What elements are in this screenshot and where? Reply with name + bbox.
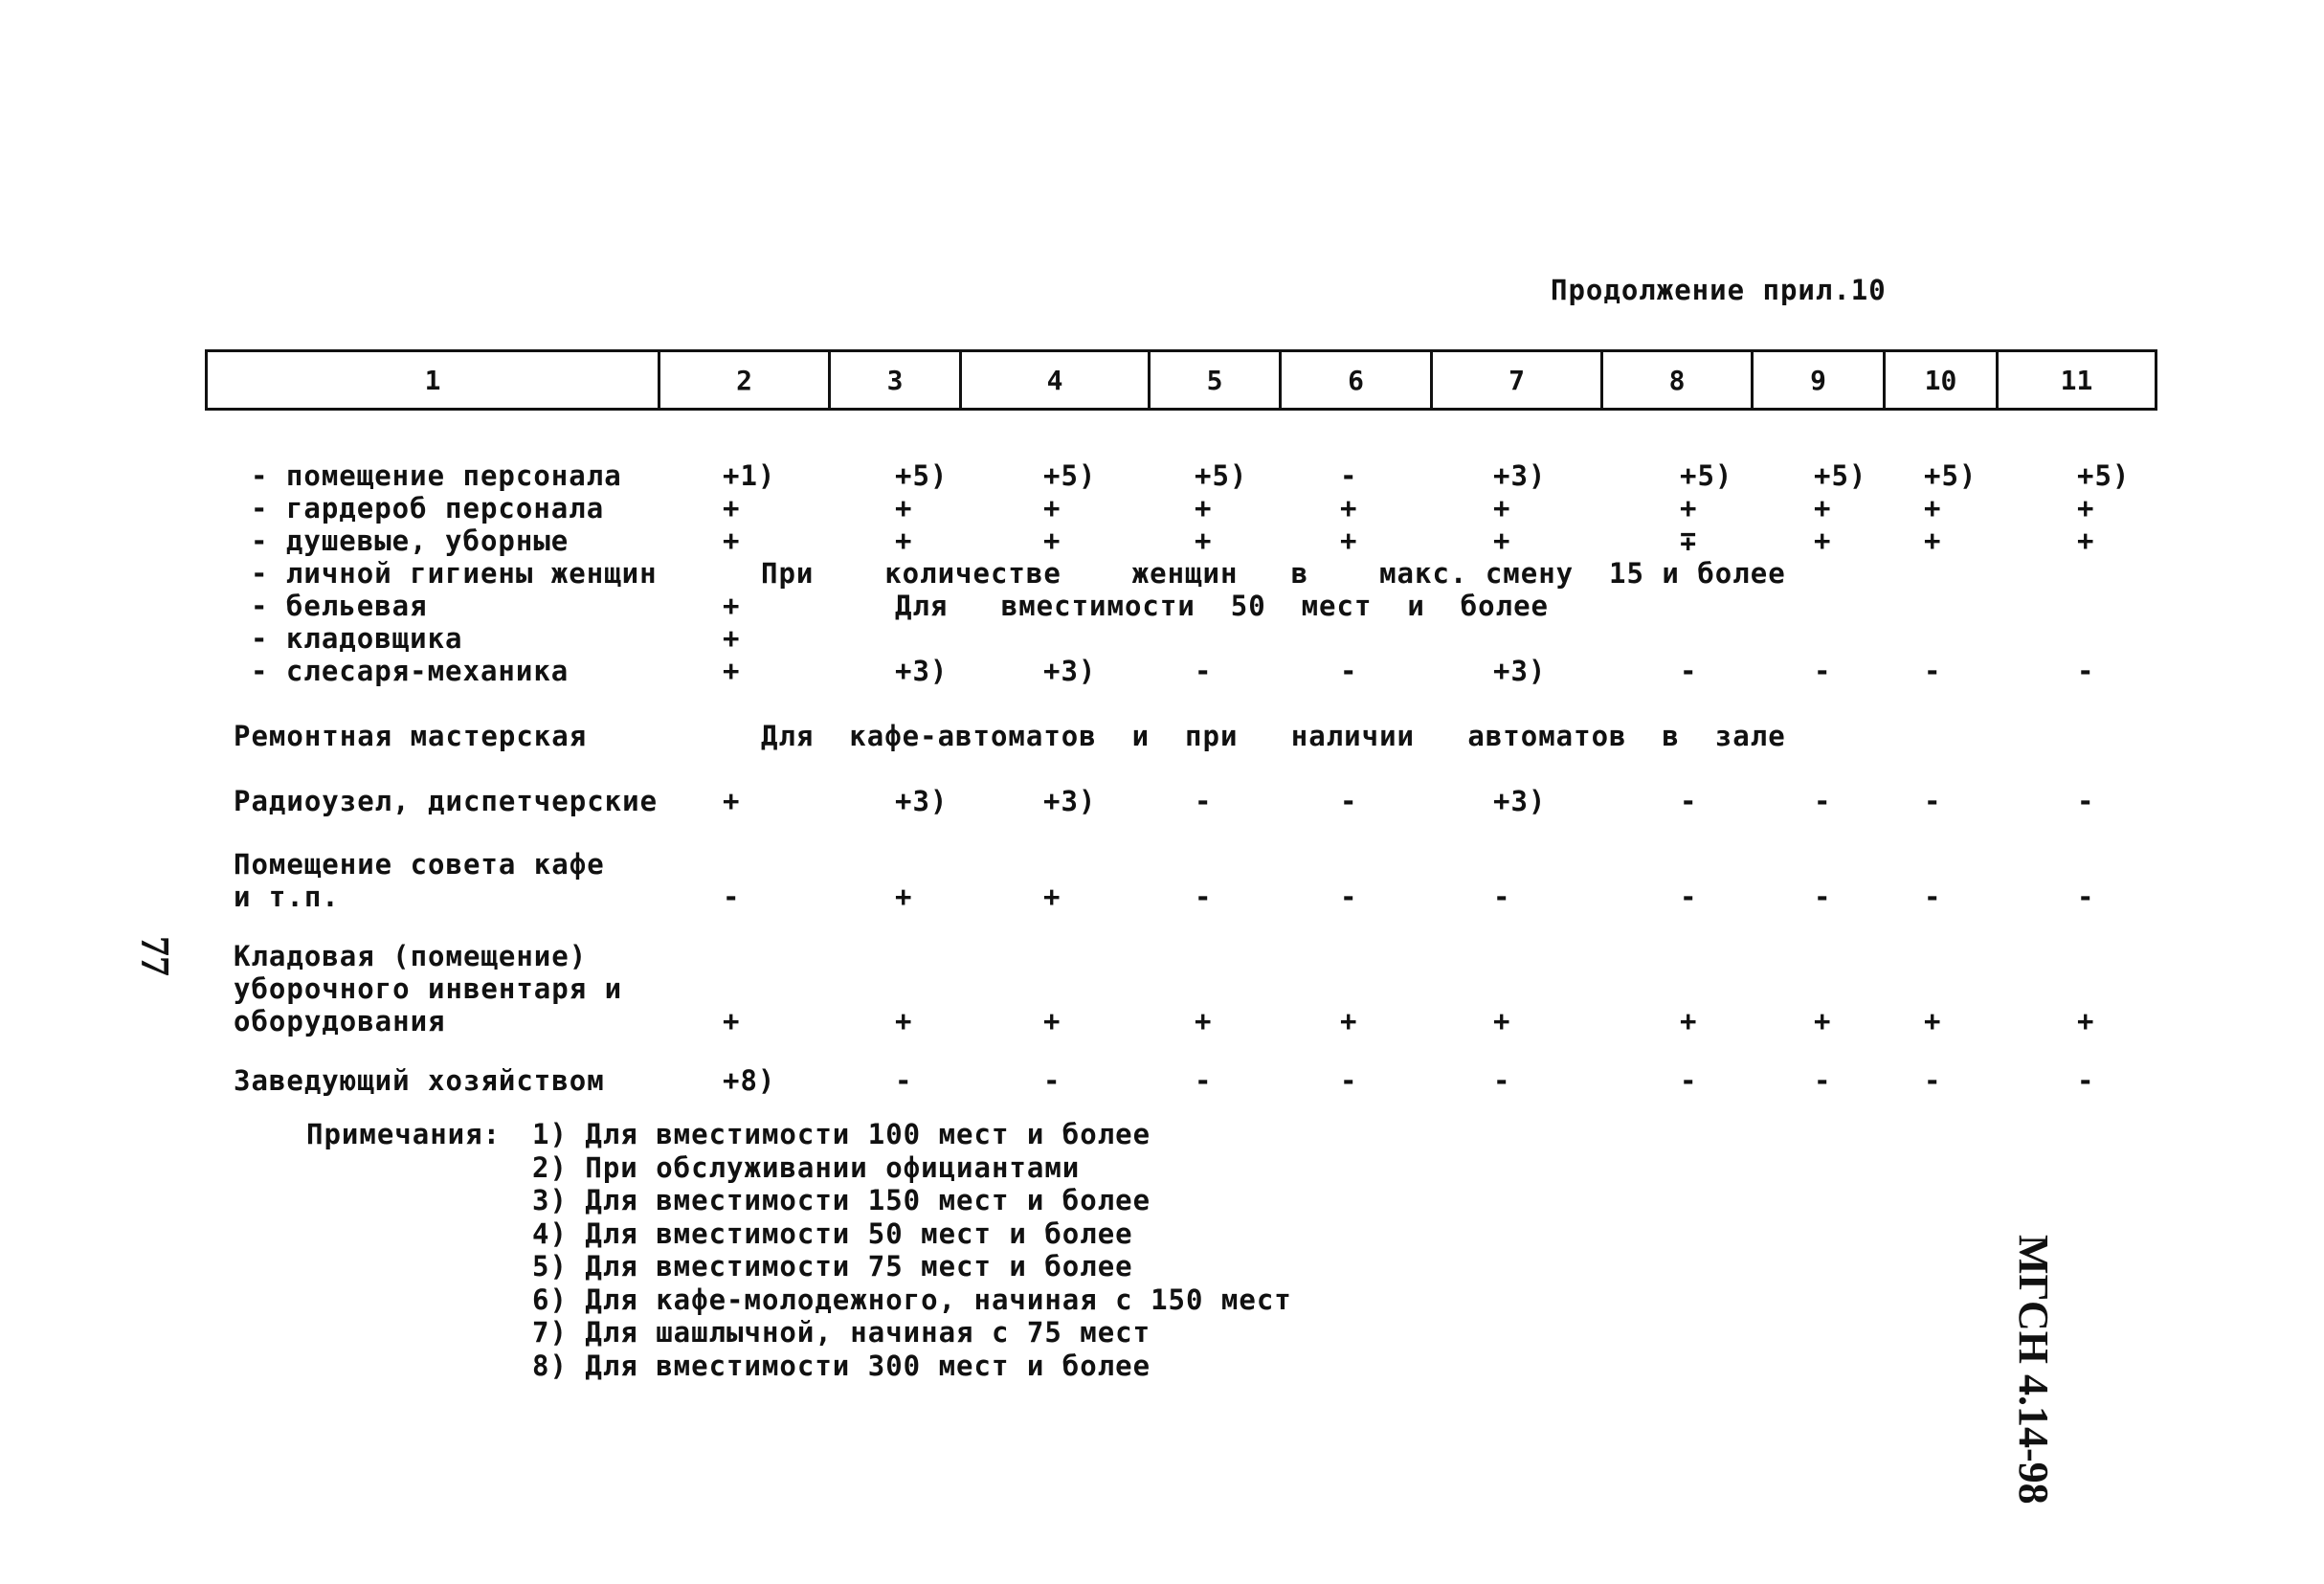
note-item: 7) Для шашлычной, начиная с 75 мест [532,1316,1151,1349]
row-label: - кладовщика [251,622,463,655]
row-cell: - [1340,785,1358,817]
row-span-text: При количестве женщин в макс. смену 15 и более [761,557,1786,590]
row-cell: - [1680,785,1698,817]
row-cell: - [1924,785,1942,817]
row-cell: +5) [895,459,949,492]
row-cell: + [1340,1005,1358,1037]
row-cell: +3) [1493,459,1547,492]
row-cell: +3) [1493,655,1547,687]
row-cell: +5) [1195,459,1248,492]
row-cell: - [2077,785,2095,817]
row-cell: + [895,1005,913,1037]
row-label: Заведующий хозяйством [234,1064,605,1097]
row-cell: +5) [1680,459,1733,492]
row-cell: + [895,881,913,913]
row-cell: + [1814,492,1832,524]
row-label: уборочного инвентаря и [234,972,623,1005]
row-label: - бельевая [251,590,428,622]
row-cell: + [723,655,741,687]
row-cell: - [1340,655,1358,687]
table-header [205,349,2157,411]
row-cell: + [1195,1005,1213,1037]
row-cell: - [1340,881,1358,913]
row-cell: - [1924,881,1942,913]
row-cell: - [2077,655,2095,687]
row-cell: - [1195,655,1213,687]
header-col-11: 11 [1996,352,2155,408]
row-cell: +3) [895,655,949,687]
header-col-2: 2 [658,352,828,408]
row-cell: + [723,524,741,557]
header-col-3: 3 [828,352,959,408]
row-cell: - [1340,1064,1358,1097]
row-cell: + [1680,492,1698,524]
row-cell: - [1195,881,1213,913]
row-span-text: Для кафе-автоматов и при наличии автоматов в зале [761,720,1786,752]
row-cell: + [723,1005,741,1037]
row-cell: + [1195,524,1213,557]
row-cell: - [1195,1064,1213,1097]
row-cell: + [1493,524,1511,557]
row-cell: +5) [2077,459,2131,492]
header-col-6: 6 [1279,352,1430,408]
row-cell: +1) [723,459,776,492]
header-col-4: 4 [959,352,1148,408]
row-cell: +8) [723,1064,776,1097]
row-cell: + [1043,881,1061,913]
note-item: 2) При обслуживании официантами [532,1150,1081,1184]
header-col-8: 8 [1600,352,1751,408]
row-cell: - [1043,1064,1061,1097]
header-col-10: 10 [1883,352,1996,408]
row-cell: - [1493,1064,1511,1097]
row-cell: + [1493,1005,1511,1037]
row-label: Помещение совета кафе [234,848,605,881]
row-cell: + [1493,492,1511,524]
row-cell: - [2077,1064,2095,1097]
row-label: - помещение персонала [251,459,622,492]
row-cell: + [723,590,741,622]
row-cell: + [723,622,741,655]
row-cell: - [1814,1064,1832,1097]
row-cell: + [1043,524,1061,557]
row-label: оборудования [234,1005,446,1037]
row-cell: + [1043,1005,1061,1037]
row-cell: - [1814,881,1832,913]
row-cell: +5) [1924,459,1978,492]
row-cell: + [1924,1005,1942,1037]
notes-title: Примечания: [306,1118,502,1150]
row-cell: - [1195,785,1213,817]
row-cell: - [1924,655,1942,687]
row-cell: +3) [1043,785,1097,817]
row-cell: - [1340,459,1358,492]
note-item: 8) Для вместимости 300 мест и более [532,1349,1151,1382]
row-cell: - [1814,785,1832,817]
row-cell: + [723,492,741,524]
row-label: - гардероб персонала [251,492,605,524]
row-cell: - [1493,881,1511,913]
row-cell: - [895,1064,913,1097]
row-cell: + [2077,1005,2095,1037]
row-cell: - [1924,1064,1942,1097]
continuation-label: Продолжение прил.10 [1551,274,1887,306]
row-span-text: Для вместимости 50 мест и более [895,590,1550,622]
row-cell: + [1043,492,1061,524]
note-item: 6) Для кафе-молодежного, начиная с 150 мест [532,1283,1292,1316]
row-cell: +5) [1814,459,1867,492]
note-item: 1) Для вместимости 100 мест и более [532,1118,1151,1150]
row-cell: - [1680,1064,1698,1097]
row-cell: + [1340,524,1358,557]
row-cell: + [1924,492,1942,524]
row-cell: + [1195,492,1213,524]
header-col-1: 1 [424,364,441,396]
row-cell: + [895,492,913,524]
row-cell: - [1814,655,1832,687]
row-cell: + [1814,524,1832,557]
row-label: - душевые, уборные [251,524,570,557]
row-cell: - [1680,881,1698,913]
row-cell: - [2077,881,2095,913]
header-col-9: 9 [1751,352,1883,408]
row-cell: + [895,524,913,557]
row-cell: +5) [1043,459,1097,492]
header-col-7: 7 [1430,352,1600,408]
row-cell: - [723,881,741,913]
row-cell: +3) [1043,655,1097,687]
note-item: 3) Для вместимости 150 мест и более [532,1184,1151,1216]
row-cell: +3) [1493,785,1547,817]
row-cell: +3) [895,785,949,817]
row-label: Кладовая (помещение) [234,940,588,972]
note-item: 5) Для вместимости 75 мест и более [532,1250,1133,1283]
row-label: - слесаря-механика [251,655,570,687]
row-label: Ремонтная мастерская [234,720,588,752]
row-label: и т.п. [234,881,340,913]
page-number: 77 [132,936,176,976]
row-label: - личной гигиены женщин [251,557,658,590]
row-cell: + [1680,1005,1698,1037]
row-cell: + [1924,524,1942,557]
row-cell: + [2077,524,2095,557]
row-cell: ∓ [1680,524,1698,557]
document-code: МГСН 4.14-98 [2010,1235,2057,1505]
row-cell: - [1680,655,1698,687]
row-label: Радиоузел, диспетчерские [234,785,659,817]
note-item: 4) Для вместимости 50 мест и более [532,1216,1133,1250]
row-cell: + [2077,492,2095,524]
header-col-5: 5 [1148,352,1279,408]
row-cell: + [1340,492,1358,524]
row-cell: + [723,785,741,817]
row-cell: + [1814,1005,1832,1037]
